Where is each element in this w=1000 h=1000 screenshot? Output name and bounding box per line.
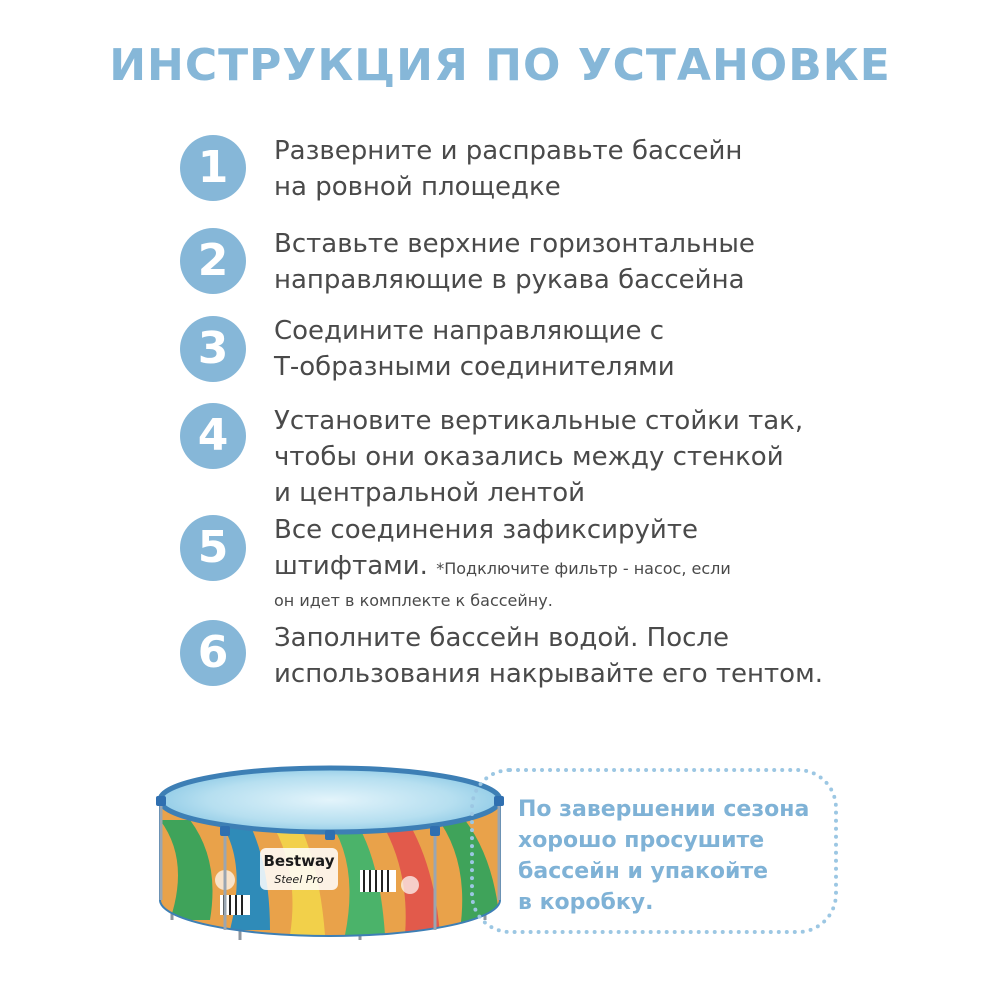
step-text-line: на ровной площедке xyxy=(274,172,561,202)
step-text-line: Установите вертикальные стойки так, xyxy=(274,406,804,436)
step-text xyxy=(274,313,675,385)
callout-line: По завершении сезона xyxy=(518,797,810,822)
pool-model-text: Steel Pro xyxy=(274,873,324,886)
step-text-line: направляющие в рукава бассейна xyxy=(274,265,745,295)
step-footnote: он идет в комплекте к бассейну. xyxy=(274,591,553,610)
step-number-badge: 1 xyxy=(180,135,246,201)
step-footnote: *Подключите фильтр - насос, если xyxy=(436,559,731,578)
step-number-badge: 5 xyxy=(180,515,246,581)
callout-line: хорошо просушите xyxy=(518,828,765,853)
step-text-line: Т-образными соединителями xyxy=(274,352,675,382)
step-text-line: использования накрывайте его тентом. xyxy=(274,659,823,689)
step-text-line: Заполните бассейн водой. После xyxy=(274,623,730,653)
step-number-badge: 4 xyxy=(180,403,246,469)
page-title: ИНСТРУКЦИЯ ПО УСТАНОВКЕ xyxy=(109,40,891,91)
callout-text xyxy=(518,794,809,918)
step-text-line: Все соединения зафиксируйте xyxy=(274,515,698,545)
pool-illustration xyxy=(150,760,510,950)
step-text-line: Разверните и расправьте бассейн xyxy=(274,136,743,166)
step-text-main: штифтами. xyxy=(274,551,428,581)
season-end-callout xyxy=(470,768,838,934)
step-text-line: и центральной лентой xyxy=(274,478,586,508)
step-text-line: Вставьте верхние горизонтальные xyxy=(274,229,755,259)
step-text xyxy=(274,512,731,617)
pool-brand-text: Bestway xyxy=(263,852,335,870)
step-text xyxy=(274,226,755,298)
step-text-line: чтобы они оказались между стенкой xyxy=(274,442,784,472)
callout-line: бассейн и упакойте xyxy=(518,859,769,884)
step-number-badge: 6 xyxy=(180,620,246,686)
step-text-line: Соедините направляющие с xyxy=(274,316,665,346)
step-number-badge: 3 xyxy=(180,316,246,382)
step-number-badge: 2 xyxy=(180,228,246,294)
step-text xyxy=(274,620,823,692)
step-text xyxy=(274,133,742,205)
callout-line: в коробку. xyxy=(518,890,654,915)
step-text xyxy=(274,403,803,511)
step-text-line xyxy=(274,548,731,585)
